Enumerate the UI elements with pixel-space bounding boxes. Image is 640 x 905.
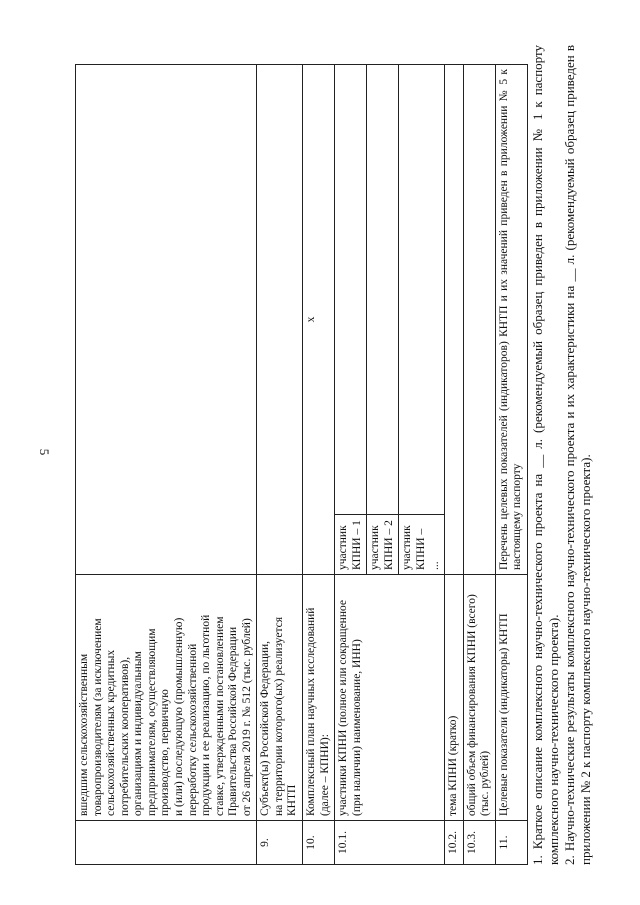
participant-value [399,65,445,515]
row-number: 10.3. [463,821,495,865]
participant-label: участник КПНИ – 1 [335,515,367,575]
table-row [463,65,495,865]
table-row [257,65,303,865]
participant-label: участник КПНИ – ... [399,515,445,575]
row-label: вшедшим сельскохозяйственным товаропроизводителям (за исключением сельскохозяйственных кредитных потребительских кооперативов), организациям и индивидуальным предпринимателям, осуществляющим производство, первичную и (или) последующую (промышленную) переработку сельскохозяйственной продукции и ее реализацию, по льготной ставке, утвержденными постановлением Правительства Российской Федерации от 26 апреля 2019 г. № 512 (тыс. рублей) [76,575,257,821]
participant-value [335,65,367,515]
table-row [335,65,367,865]
row-value: x [303,65,335,575]
passport-table [75,64,528,865]
row-label: Субъект(ы) Российской Федерации, на территории которого(ых) реализуется КНТП [257,575,303,821]
row-number: 9. [257,821,303,865]
participant-label: участник КПНИ – 2 [367,515,399,575]
row-label: общий объем финансирования КПНИ (всего) (тыс. рублей) [463,575,495,821]
table-row [445,65,464,865]
row-number [76,821,257,865]
row-label: тема КПНИ (кратко) [445,575,464,821]
row-number: 10.2. [445,821,464,865]
row-label: Комплексный план научных исследований (далее – КПНИ): [303,575,335,821]
row-value: Перечень целевых показателей (индикаторов) КНТП и их значений приведен в приложении № 5 к настоящему паспорту [495,65,527,575]
row-number: 10.1. [335,821,445,865]
footnote: 1. Краткое описание комплексного научно-технического проекта на __ л. (рекомендуемый образец приведен в приложении № 1 к паспорту комплексного научно-технического проекта). [530,45,561,865]
table-row [303,65,335,865]
table-row [495,65,527,865]
footnote: 2. Научно-технические результаты комплексного научно-технического проекта и их характеристики на __ л. (рекомендуемый образец приведен в приложении № 2 к паспорту комплексного научно-технического проекта). [562,45,593,865]
row-number: 10. [303,821,335,865]
row-value [76,65,257,575]
row-label: участники КПНИ (полное или сокращенное (при наличии) наименование, ИНН) [335,575,445,821]
row-value [257,65,303,575]
footnotes [530,45,594,865]
row-value [445,65,464,575]
row-value [463,65,495,575]
row-label: Целевые показатели (индикаторы) КНТП [495,575,527,821]
participant-value [367,65,399,515]
page-number: 5 [37,448,52,456]
row-number: 11. [495,821,527,865]
table-row [76,65,257,865]
